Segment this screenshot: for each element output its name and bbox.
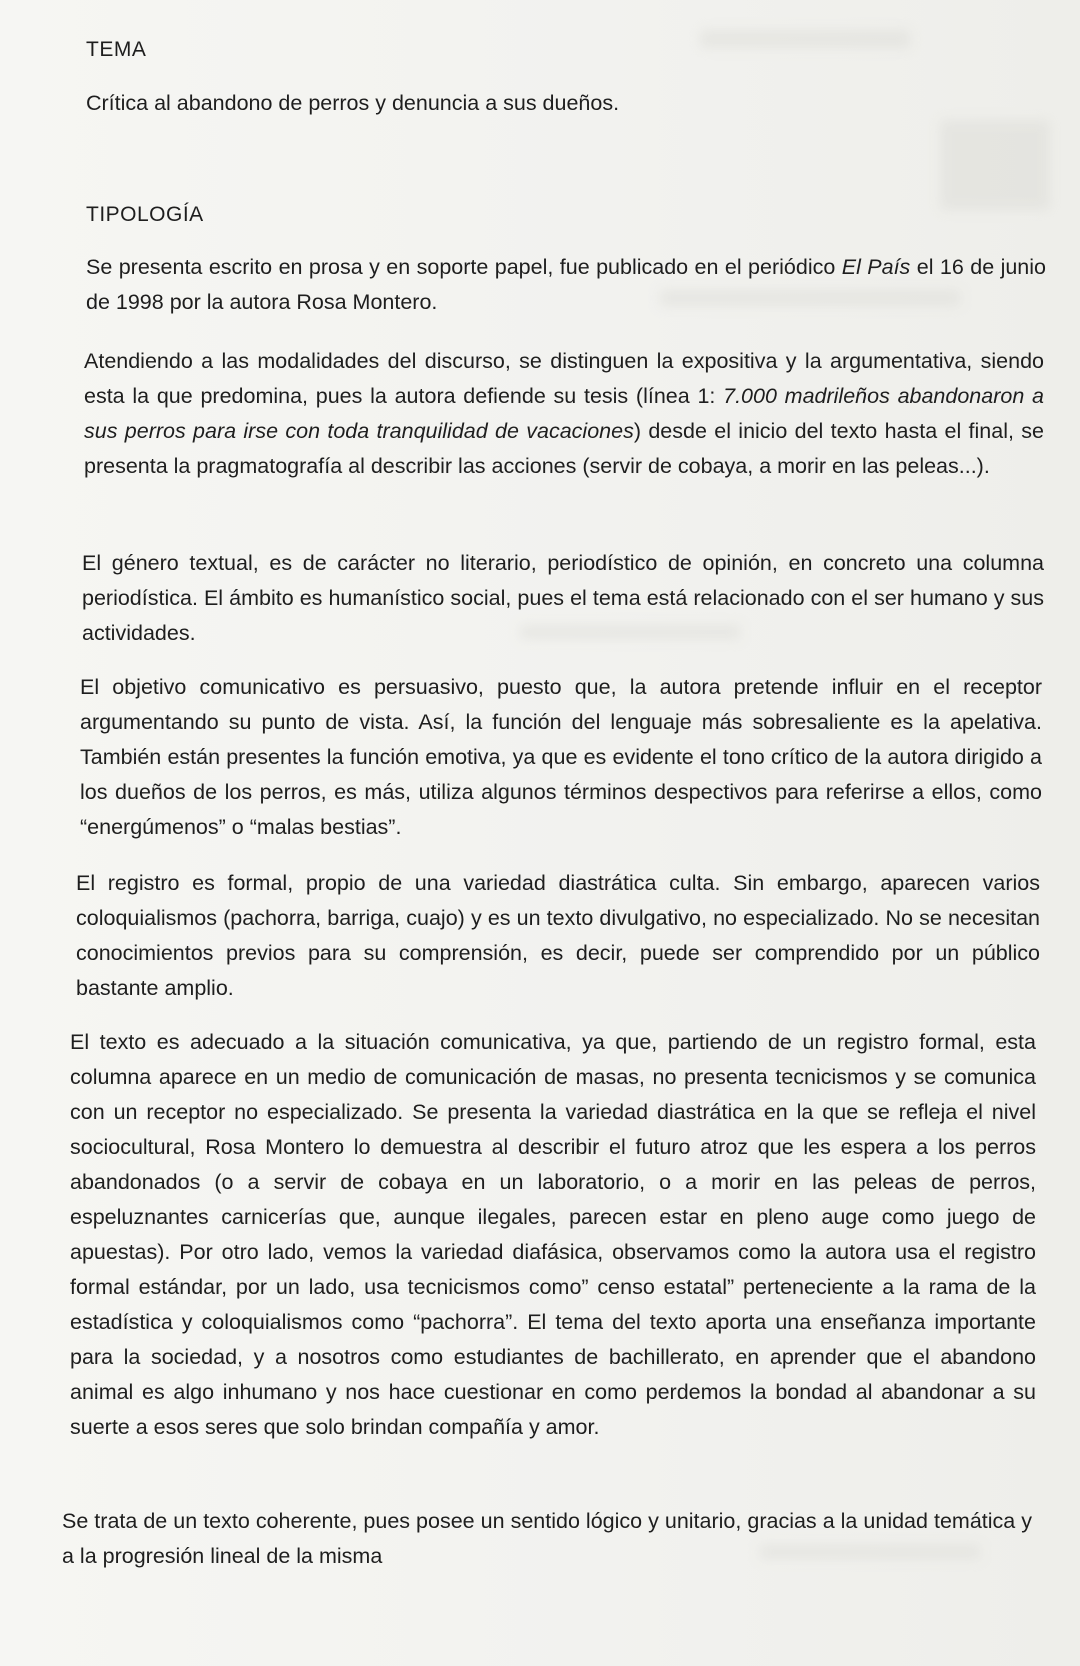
heading-tema: TEMA	[86, 38, 147, 61]
thesis-quote: 7.000 madrileños abandonaron a sus perros para irse con toda tranquilidad de vacaciones	[84, 384, 1044, 443]
paragraph-1-text-b: el 16 de junio de 1998 por la autora Rosa Montero.	[86, 255, 1047, 314]
paragraph-2-text-a: Atendiendo a las modalidades del discurso, se distinguen la expositiva y la argumentativa, siendo esta la que predomina, pues la autora defiende su tesis (línea 1:	[84, 349, 1044, 408]
tema-text: Crítica al abandono de perros y denuncia a sus dueños.	[86, 91, 620, 115]
paragraph-5: El registro es formal, propio de una variedad diastrática culta. Sin embargo, aparecen varios coloquialismos (pachorra, barriga, cuajo) y es un texto divulgativo, no especializado. No se necesitan conocimientos previos para su comprensión, es decir, puede ser comprendido por un público bastante amplio.	[76, 871, 1040, 1000]
paragraph-6: El texto es adecuado a la situación comunicativa, ya que, partiendo de un registro formal, esta columna aparece en un medio de comunicación de masas, no presenta tecnicismos y se comunica con un receptor no especializado. Se presenta la variedad diastrática en la que se refleja el nivel sociocultural, Rosa Montero lo demuestra al describir el futuro atroz que les espera a los perros abandonados (o a servir de cobaya en un laboratorio, o a morir en las peleas de perros, espeluznantes carnicerías que, aunque ilegales, parecen estar en pleno auge como juego de apuestas). Por otro lado, vemos la variedad diafásica, observamos como la autora usa el registro formal estándar, por un lado, usa tecnicismos como” censo estatal” perteneciente a la rama de la estadística y coloquialismos como “pachorra”. El tema del texto aporta una enseñanza importante para la sociedad, y a nosotros como estudiantes de bachillerato, en aprender que el abandono animal es algo inhumano y nos hace cuestionar en como perdemos la bondad al abandonar a su suerte a esos seres que solo brindan compañía y amor.	[70, 1030, 1036, 1439]
heading-tipologia: TIPOLOGÍA	[86, 203, 204, 226]
paragraph-1	[86, 250, 1046, 320]
show-through-2	[940, 120, 1050, 210]
paragraph-4: El objetivo comunicativo es persuasivo, puesto que, la autora pretende influir en el receptor argumentando su punto de vista. Así, la función del lenguaje más sobresaliente es la apelativa. También están presentes la función emotiva, ya que es evidente el tono crítico de la autora dirigido a los dueños de los perros, es más, utiliza algunos términos despectivos para referirse a ellos, como “energúmenos” o “malas bestias”.	[80, 675, 1042, 839]
show-through-1	[700, 30, 910, 48]
newspaper-name: El País	[841, 255, 911, 279]
paragraph-2-text-b: ) desde el inicio del texto hasta el final, se presenta la pragmatografía al describir las acciones (servir de cobaya, a morir en las peleas...).	[84, 419, 1045, 478]
paragraph-2	[84, 344, 1044, 484]
paragraph-1-text-a: Se presenta escrito en prosa y en soporte papel, fue publicado en el periódico	[86, 255, 842, 279]
paragraph-3: El género textual, es de carácter no literario, periodístico de opinión, en concreto una columna periodística. El ámbito es humanístico social, pues el tema está relacionado con el ser humano y sus actividades.	[82, 551, 1044, 645]
paragraph-7: Se trata de un texto coherente, pues posee un sentido lógico y unitario, gracias a la unidad temática y a la progresión lineal de la misma	[62, 1509, 1032, 1568]
